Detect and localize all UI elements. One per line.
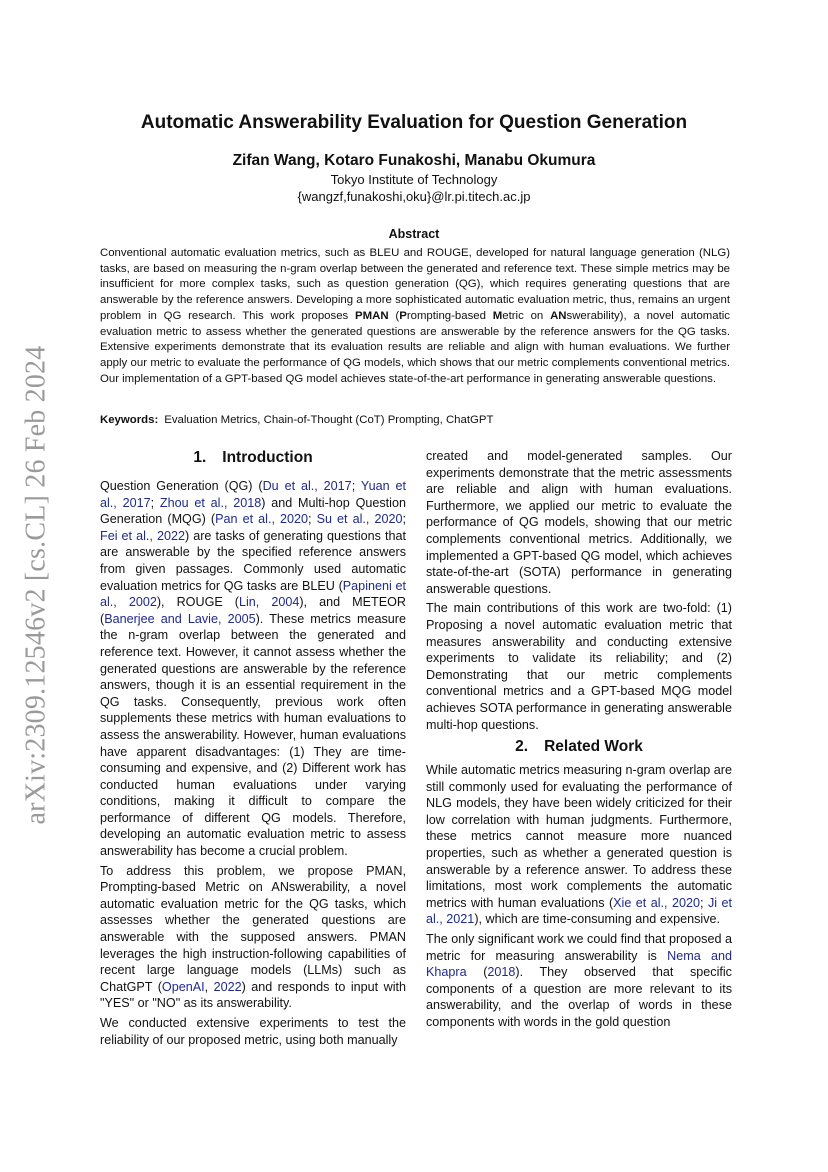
paragraph-text: To address this problem, we propose PMAN, Prompting-based Metric on ANswerability, a novel automatic evaluation metric for the QG tasks, which assesses whether the generated questions are answerable with the supposed answers. PMAN leverages the high instruction-following capabilities of recent large language models (LLMs) such as ChatGPT ( (100, 863, 406, 994)
keywords-text: Evaluation Metrics, Chain-of-Thought (CoT) Prompting, ChatGPT (164, 414, 494, 426)
abstract-text: ( (388, 309, 400, 322)
citation-link[interactable]: Yuan et al., 2017 (100, 479, 406, 510)
citation-link[interactable]: Papineni et al., 2002 (100, 578, 406, 610)
related-paragraph-2 (426, 931, 732, 1031)
paragraph-text: ; (700, 895, 708, 910)
intro-paragraph-3-continued: created and model-generated samples. Our experiments demonstrate that the metric assessments are reliable and align with human evaluations. Furthermore, we applied our metric to evaluate the performance of QG models, showing that our metric complements conventional metrics. Additionally, we implemented a GPT-based QG model, which achieves state-of-the-art (SOTA) performance in generating answerable questions. (426, 449, 732, 596)
intro-paragraph-4: The main contributions of this work are two-fold: (1) Proposing a novel automatic evaluation metric that measures answerability and conducting extensive experiments to validate its reliability; and (2) Demonstrating that our metric complements conventional metrics and a GPT-based MQG model achieves SOTA performance in generating answerable multi-hop questions. (426, 601, 732, 732)
abstract-body (100, 246, 730, 387)
citation-link[interactable]: Pan et al., 2020 (215, 512, 309, 527)
paragraph-text: ), and METEOR ( (100, 595, 406, 626)
intro-paragraph-3: We conducted extensive experiments to test the reliability of our proposed metric, using both manually (100, 1016, 406, 1047)
paragraph-text: , (204, 979, 214, 994)
paragraph-text: ; (402, 512, 406, 527)
paragraph-text: ; (150, 495, 160, 510)
abstract-acronym-letter: AN (550, 309, 567, 322)
introduction-heading (100, 448, 406, 468)
author-email: {wangzf,funakoshi,oku}@lr.pi.titech.ac.jp (297, 189, 531, 204)
citation-link[interactable]: Zhou et al., 2018 (159, 495, 262, 510)
abstract-pman-bold: PMAN (355, 309, 389, 322)
citation-link[interactable]: Ji et al., 2021 (426, 895, 732, 927)
paragraph-text: ; (308, 512, 317, 527)
paragraph-text: ) are tasks of generating questions that are answerable by the specified reference answers from given passages. Commonly used automatic evaluation metrics for QG tasks are BLEU ( (100, 528, 406, 593)
abstract-text: swerability), a novel automatic evaluation metric to assess whether the generated questions are answerable by the reference answers for the QG tasks. Extensive experiments demonstrate that its evaluation results are reliable and align with human evaluations. We further apply our metric to evaluate the performance of QG models, which shows that our metric complements conventional metrics. Our implementation of a GPT-based QG model achieves state-of-the-art performance in generating answerable questions. (100, 309, 730, 385)
abstract-text: rompting-based (406, 309, 493, 322)
section-title: Introduction (222, 449, 313, 466)
left-column (100, 448, 406, 1051)
section-number: 1. (193, 449, 207, 466)
citation-link[interactable]: Lin, 2004 (239, 595, 300, 610)
right-column (426, 448, 732, 1034)
section-title: Related Work (544, 738, 643, 756)
citation-link[interactable]: Xie et al., 2020 (613, 895, 700, 910)
paragraph-text: Question Generation (QG) ( (100, 479, 263, 493)
paragraph-text: ), ROUGE ( (156, 595, 239, 610)
abstract-heading: Abstract (388, 227, 440, 241)
abstract-text: Conventional automatic evaluation metrics, such as BLEU and ROUGE, developed for natural language generation (NLG) tasks, are based on measuring the n-gram overlap between the generated and reference text. These simple metrics may be insufficient for more complex tasks, such as question generation (QG), which requires generating questions that are answerable by the reference answers. Developing a more sophisticated automatic evaluation metric, thus, remains an urgent problem in QG research. This work proposes (100, 247, 730, 322)
intro-paragraph-1 (100, 478, 406, 860)
intro-paragraph-2 (100, 863, 406, 1012)
citation-link[interactable]: 2018 (487, 965, 516, 980)
paragraph-text: ) and Multi-hop Question Generation (MQG) ( (100, 495, 406, 527)
related-work-heading (426, 737, 732, 757)
paragraph-text: While automatic metrics measuring n-gram overlap are still commonly used for evaluating the performance of NLG models, they have been widely criticized for their low correlation with human judgments. Furthermore, these metrics cannot measure more nuanced properties, such as whether a generated question is answerable by a reference answer. To address these limitations, most work complements the automatic metrics with human evaluations ( (426, 763, 732, 910)
section-number: 2. (515, 738, 529, 756)
paragraph-text: The only significant work we could find that proposed a metric for measuring answerability is (426, 932, 732, 963)
abstract-acronym-letter: M (492, 309, 503, 322)
paragraph-text: ). These metrics measure the n-gram overlap between the generated and reference text. However, it cannot assess whether the generated questions are answerable by the reference answers, though it is an essential requirement in the QG tasks. Consequently, previous work often supplements these metrics with human evaluations to assess the answerability. However, human evaluations have apparent disadvantages: (1) They are time-consuming and expensive, and (2) Different work has conducted human evaluations under varying conditions, making it difficult to compare the performance of different QG models. Therefore, developing an automatic evaluation metric to assess answerability has become a crucial problem. (100, 611, 407, 859)
arxiv-identifier-stamp (18, 340, 54, 830)
citation-link[interactable]: Banerjee and Lavie, 2005 (104, 611, 256, 626)
affiliation: Tokyo Institute of Technology (330, 172, 498, 187)
citation-link[interactable]: Su et al., 2020 (316, 512, 403, 527)
author-list: Zifan Wang, Kotaro Funakoshi, Manabu Okumura (232, 152, 596, 169)
abstract-acronym-letter: P (399, 309, 407, 322)
paragraph-text: ( (466, 965, 488, 980)
paragraph-text: ), which are time-consuming and expensive. (474, 912, 721, 927)
keywords-label: Keywords: (100, 414, 159, 426)
citation-link[interactable]: Nema and Khapra (426, 948, 733, 980)
keywords-line (100, 414, 730, 426)
arxiv-id-text: arXiv:2309.12546v2 [cs.CL] 26 Feb 2024 (20, 345, 52, 825)
citation-link[interactable]: OpenAI (161, 979, 205, 994)
citation-link[interactable]: Fei et al., 2022 (100, 528, 185, 543)
related-paragraph-1 (426, 762, 732, 928)
citation-link[interactable]: Du et al., 2017 (262, 479, 352, 493)
paragraph-text: ) and responds to input with "YES" or "NO" as its answerability. (100, 979, 406, 1011)
abstract-text: etric on (502, 309, 551, 322)
paragraph-text: ). They observed that specific components of a question are more relevant to its answerability, and the overlap of words in these components with words in the gold question (426, 965, 732, 1029)
citation-link[interactable]: 2022 (213, 979, 242, 994)
paragraph-text: ; (351, 479, 361, 493)
paper-title: Automatic Answerability Evaluation for Question Generation (140, 112, 688, 133)
